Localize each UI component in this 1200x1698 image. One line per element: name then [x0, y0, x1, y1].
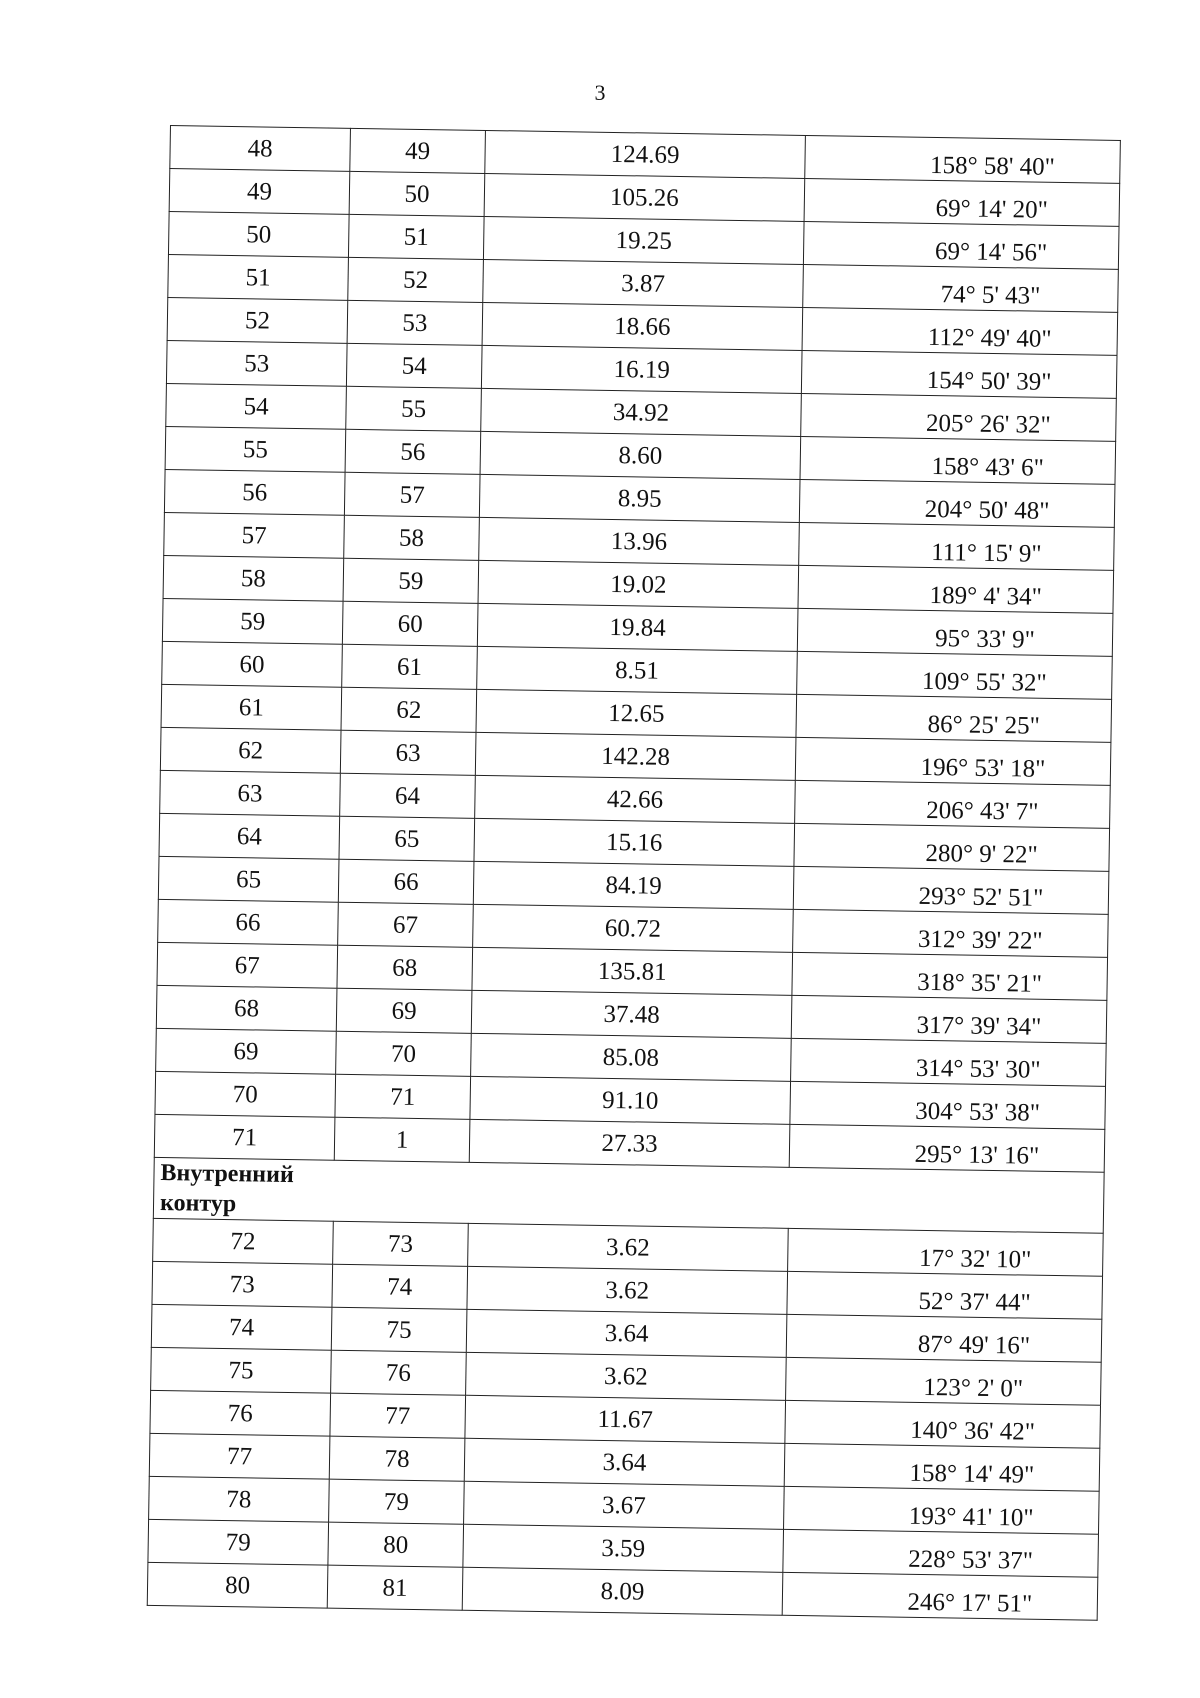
length-cell: 135.81	[472, 947, 793, 995]
length-cell: 60.72	[473, 904, 794, 952]
page-number: 3	[594, 80, 606, 105]
direction-angle-cell: 52° 37' 44"	[787, 1271, 1103, 1319]
length-cell: 142.28	[475, 732, 796, 780]
length-cell: 3.64	[466, 1309, 787, 1357]
length-cell: 3.62	[467, 1266, 788, 1314]
length-cell: 84.19	[473, 861, 794, 909]
direction-angle-cell: 17° 32' 10"	[788, 1228, 1104, 1276]
from-point-cell: 48	[170, 126, 351, 172]
to-point-cell: 70	[336, 1031, 472, 1076]
to-point-cell: 55	[346, 386, 482, 431]
from-point-cell: 55	[165, 426, 346, 472]
to-point-cell: 51	[348, 214, 484, 259]
direction-angle-cell: 295° 13' 16"	[789, 1124, 1105, 1172]
to-point-cell: 79	[329, 1479, 465, 1524]
length-cell: 3.62	[468, 1223, 789, 1271]
length-cell: 15.16	[474, 818, 795, 866]
from-point-cell: 58	[163, 555, 344, 601]
direction-angle-cell: 312° 39' 22"	[793, 909, 1109, 957]
direction-angle-cell: 111° 15' 9"	[799, 522, 1115, 570]
to-point-cell: 59	[343, 558, 479, 603]
from-point-cell: 62	[160, 727, 341, 773]
from-point-cell: 50	[168, 211, 349, 257]
to-point-cell: 78	[329, 1436, 465, 1481]
direction-angle-cell: 304° 53' 38"	[790, 1081, 1106, 1129]
from-point-cell: 68	[156, 985, 337, 1031]
boundary-table-wrapper	[147, 125, 1120, 1621]
length-cell: 3.67	[464, 1481, 785, 1529]
length-cell: 18.66	[482, 302, 803, 350]
direction-angle-cell: 109° 55' 32"	[797, 651, 1113, 699]
from-point-cell: 59	[162, 598, 343, 644]
from-point-cell: 71	[154, 1114, 335, 1160]
outer-contour-rows	[154, 126, 1120, 1173]
from-point-cell: 56	[164, 469, 345, 515]
to-point-cell: 71	[335, 1074, 471, 1119]
to-point-cell: 49	[350, 128, 486, 173]
to-point-cell: 1	[334, 1117, 470, 1162]
to-point-cell: 63	[340, 730, 476, 775]
length-cell: 3.64	[464, 1438, 785, 1486]
to-point-cell: 62	[341, 687, 477, 732]
to-point-cell: 77	[330, 1393, 466, 1438]
direction-angle-cell: 204° 50' 48"	[799, 479, 1115, 527]
length-cell: 3.62	[466, 1352, 787, 1400]
direction-angle-cell: 140° 36' 42"	[785, 1400, 1101, 1448]
length-cell: 27.33	[469, 1119, 790, 1167]
length-cell: 19.02	[478, 560, 799, 608]
direction-angle-cell: 112° 49' 40"	[802, 307, 1118, 355]
to-point-cell: 60	[342, 601, 478, 646]
to-point-cell: 65	[339, 816, 475, 861]
direction-angle-cell: 123° 2' 0"	[786, 1357, 1102, 1405]
direction-angle-cell: 193° 41' 10"	[784, 1486, 1100, 1534]
direction-angle-cell: 74° 5' 43"	[803, 264, 1119, 312]
to-point-cell: 64	[340, 773, 476, 818]
length-cell: 8.95	[479, 474, 800, 522]
from-point-cell: 69	[156, 1028, 337, 1074]
to-point-cell: 54	[346, 343, 482, 388]
to-point-cell: 56	[345, 429, 481, 474]
to-point-cell: 52	[348, 257, 484, 302]
from-point-cell: 65	[158, 856, 339, 902]
direction-angle-cell: 69° 14' 56"	[803, 221, 1119, 269]
from-point-cell: 61	[161, 684, 342, 730]
direction-angle-cell: 318° 35' 21"	[792, 952, 1108, 1000]
direction-angle-cell: 95° 33' 9"	[797, 608, 1113, 656]
from-point-cell: 76	[150, 1390, 331, 1436]
length-cell: 42.66	[475, 775, 796, 823]
direction-angle-cell: 189° 4' 34"	[798, 565, 1114, 613]
to-point-cell: 68	[337, 945, 473, 990]
from-point-cell: 53	[166, 340, 347, 386]
to-point-cell: 74	[332, 1264, 468, 1309]
from-point-cell: 49	[169, 169, 350, 215]
direction-angle-cell: 314° 53' 30"	[791, 1038, 1107, 1086]
inner-contour-rows	[147, 1218, 1103, 1620]
to-point-cell: 75	[331, 1307, 467, 1352]
from-point-cell: 51	[168, 254, 349, 300]
to-point-cell: 81	[327, 1565, 463, 1610]
direction-angle-cell: 293° 52' 51"	[793, 866, 1109, 914]
to-point-cell: 80	[328, 1522, 464, 1567]
direction-angle-cell: 228° 53' 37"	[783, 1529, 1099, 1577]
to-point-cell: 69	[336, 988, 472, 1033]
direction-angle-cell: 158° 43' 6"	[800, 436, 1116, 484]
from-point-cell: 67	[157, 942, 338, 988]
direction-angle-cell: 196° 53' 18"	[795, 737, 1111, 785]
length-cell: 8.60	[480, 431, 801, 479]
direction-angle-cell: 158° 58' 40"	[805, 135, 1121, 183]
length-cell: 8.51	[477, 646, 798, 694]
direction-angle-cell: 206° 43' 7"	[795, 780, 1111, 828]
direction-angle-cell: 205° 26' 32"	[801, 393, 1117, 441]
length-cell: 91.10	[470, 1076, 791, 1124]
length-cell: 124.69	[485, 130, 806, 178]
from-point-cell: 72	[153, 1218, 334, 1264]
from-point-cell: 60	[162, 641, 343, 687]
length-cell: 19.25	[483, 216, 804, 264]
length-cell: 3.87	[483, 259, 804, 307]
to-point-cell: 50	[349, 171, 485, 216]
from-point-cell: 77	[149, 1433, 330, 1479]
from-point-cell: 74	[151, 1304, 332, 1350]
to-point-cell: 57	[344, 472, 480, 517]
direction-angle-cell: 246° 17' 51"	[782, 1572, 1098, 1620]
length-cell: 11.67	[465, 1395, 786, 1443]
to-point-cell: 61	[342, 644, 478, 689]
direction-angle-cell: 87° 49' 16"	[786, 1314, 1102, 1362]
boundary-segments-table	[147, 125, 1121, 1621]
length-cell: 37.48	[471, 990, 792, 1038]
direction-angle-cell: 69° 14' 20"	[804, 178, 1120, 226]
to-point-cell: 76	[331, 1350, 467, 1395]
to-point-cell: 66	[338, 859, 474, 904]
length-cell: 34.92	[481, 388, 802, 436]
direction-angle-cell: 86° 25' 25"	[796, 694, 1112, 742]
from-point-cell: 64	[159, 813, 340, 859]
direction-angle-cell: 317° 39' 34"	[791, 995, 1107, 1043]
direction-angle-cell: 154° 50' 39"	[801, 350, 1117, 398]
inner-contour-title: Внутренний контур	[159, 1159, 294, 1218]
direction-angle-cell: 280° 9' 22"	[794, 823, 1110, 871]
from-point-cell: 75	[151, 1347, 332, 1393]
from-point-cell: 66	[158, 899, 339, 945]
to-point-cell: 67	[338, 902, 474, 947]
from-point-cell: 52	[167, 297, 348, 343]
length-cell: 16.19	[481, 345, 802, 393]
length-cell: 85.08	[471, 1033, 792, 1081]
direction-angle-cell: 158° 14' 49"	[784, 1443, 1100, 1491]
from-point-cell: 54	[166, 383, 347, 429]
from-point-cell: 70	[155, 1071, 336, 1117]
to-point-cell: 73	[333, 1221, 469, 1266]
length-cell: 105.26	[484, 173, 805, 221]
to-point-cell: 58	[344, 515, 480, 560]
to-point-cell: 53	[347, 300, 483, 345]
length-cell: 3.59	[463, 1524, 784, 1572]
from-point-cell: 79	[148, 1519, 329, 1565]
from-point-cell: 78	[149, 1476, 330, 1522]
from-point-cell: 80	[147, 1562, 328, 1608]
length-cell: 13.96	[479, 517, 800, 565]
length-cell: 12.65	[476, 689, 797, 737]
from-point-cell: 63	[160, 770, 341, 816]
length-cell: 8.09	[462, 1567, 783, 1615]
length-cell: 19.84	[477, 603, 798, 651]
from-point-cell: 73	[152, 1261, 333, 1307]
from-point-cell: 57	[164, 512, 345, 558]
